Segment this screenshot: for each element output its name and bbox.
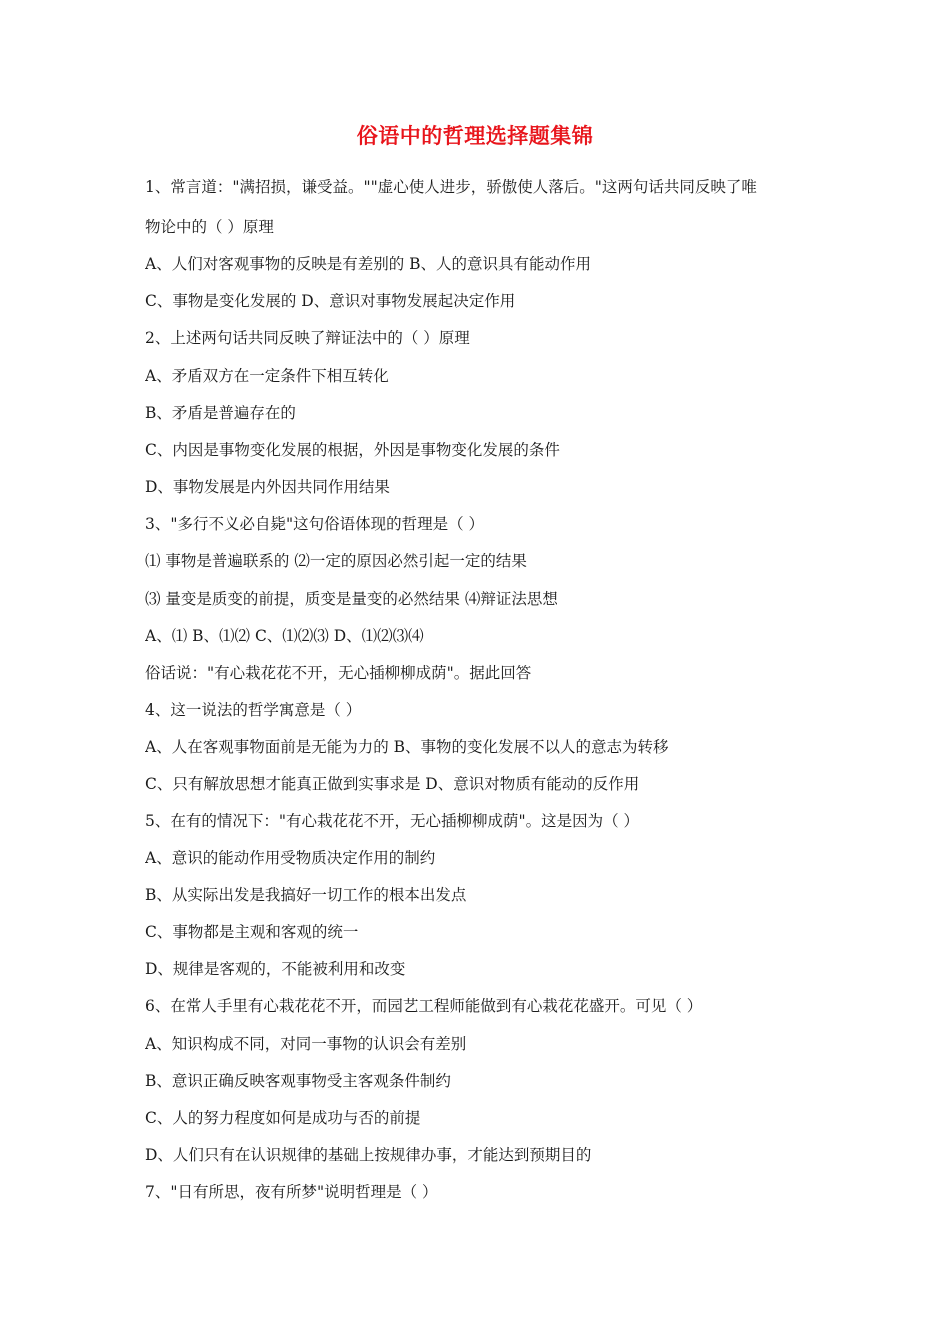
- question-4-options-ab: A、人在客观事物面前是无能为力的 B、事物的变化发展不以人的意志为转移: [145, 738, 669, 756]
- proverb-intro: 俗话说："有心栽花花不开，无心插柳柳成荫"。据此回答: [145, 664, 532, 682]
- question-6-option-d: D、人们只有在认识规律的基础上按规律办事，才能达到预期目的: [145, 1146, 592, 1164]
- question-7-stem: 7、"日有所思，夜有所梦"说明哲理是（ ）: [145, 1183, 438, 1201]
- question-5-stem: 5、在有的情况下："有心栽花花不开，无心插柳柳成荫"。这是因为（ ）: [145, 812, 640, 830]
- question-6-option-b: B、意识正确反映客观事物受主客观条件制约: [145, 1072, 451, 1090]
- question-2-option-c: C、内因是事物变化发展的根据，外因是事物变化发展的条件: [145, 441, 560, 459]
- question-3-stem: 3、"多行不义必自毙"这句俗语体现的哲理是（ ）: [145, 515, 485, 533]
- question-2-option-b: B、矛盾是普遍存在的: [145, 404, 296, 422]
- question-4-options-cd: C、只有解放思想才能真正做到实事求是 D、意识对物质有能动的反作用: [145, 775, 640, 793]
- question-4-stem: 4、这一说法的哲学寓意是（ ）: [145, 701, 362, 719]
- question-6-stem: 6、在常人手里有心栽花花不开，而园艺工程师能做到有心栽花花盛开。可见（ ）: [145, 997, 703, 1015]
- question-6-option-a: A、知识构成不同，对同一事物的认识会有差别: [145, 1035, 467, 1053]
- question-2-stem: 2、上述两句话共同反映了辩证法中的（ ）原理: [145, 329, 470, 347]
- question-5-option-a: A、意识的能动作用受物质决定作用的制约: [145, 849, 436, 867]
- question-1-options-ab: A、人们对客观事物的反映是有差别的 B、人的意识具有能动作用: [145, 255, 592, 273]
- question-2-option-d: D、事物发展是内外因共同作用结果: [145, 478, 390, 496]
- question-3-options: A、⑴ B、⑴⑵ C、⑴⑵⑶ D、⑴⑵⑶⑷: [145, 627, 424, 645]
- question-3-items-3-4: ⑶ 量变是质变的前提，质变是量变的必然结果 ⑷辩证法思想: [145, 590, 558, 608]
- question-1-options-cd: C、事物是变化发展的 D、意识对事物发展起决定作用: [145, 292, 516, 310]
- question-2-option-a: A、矛盾双方在一定条件下相互转化: [145, 367, 389, 385]
- question-1-stem: 1、常言道："满招损，谦受益。""虚心使人进步，骄傲使人落后。"这两句话共同反映了唯: [145, 178, 757, 196]
- question-5-option-c: C、事物都是主观和客观的统一: [145, 923, 359, 941]
- question-1-stem-cont: 物论中的（ ）原理: [145, 218, 274, 236]
- question-5-option-b: B、从实际出发是我搞好一切工作的根本出发点: [145, 886, 467, 904]
- question-5-option-d: D、规律是客观的，不能被利用和改变: [145, 960, 406, 978]
- question-6-option-c: C、人的努力程度如何是成功与否的前提: [145, 1109, 421, 1127]
- question-3-items-1-2: ⑴ 事物是普遍联系的 ⑵一定的原因必然引起一定的结果: [145, 552, 527, 570]
- document-title: 俗语中的哲理选择题集锦: [356, 124, 594, 148]
